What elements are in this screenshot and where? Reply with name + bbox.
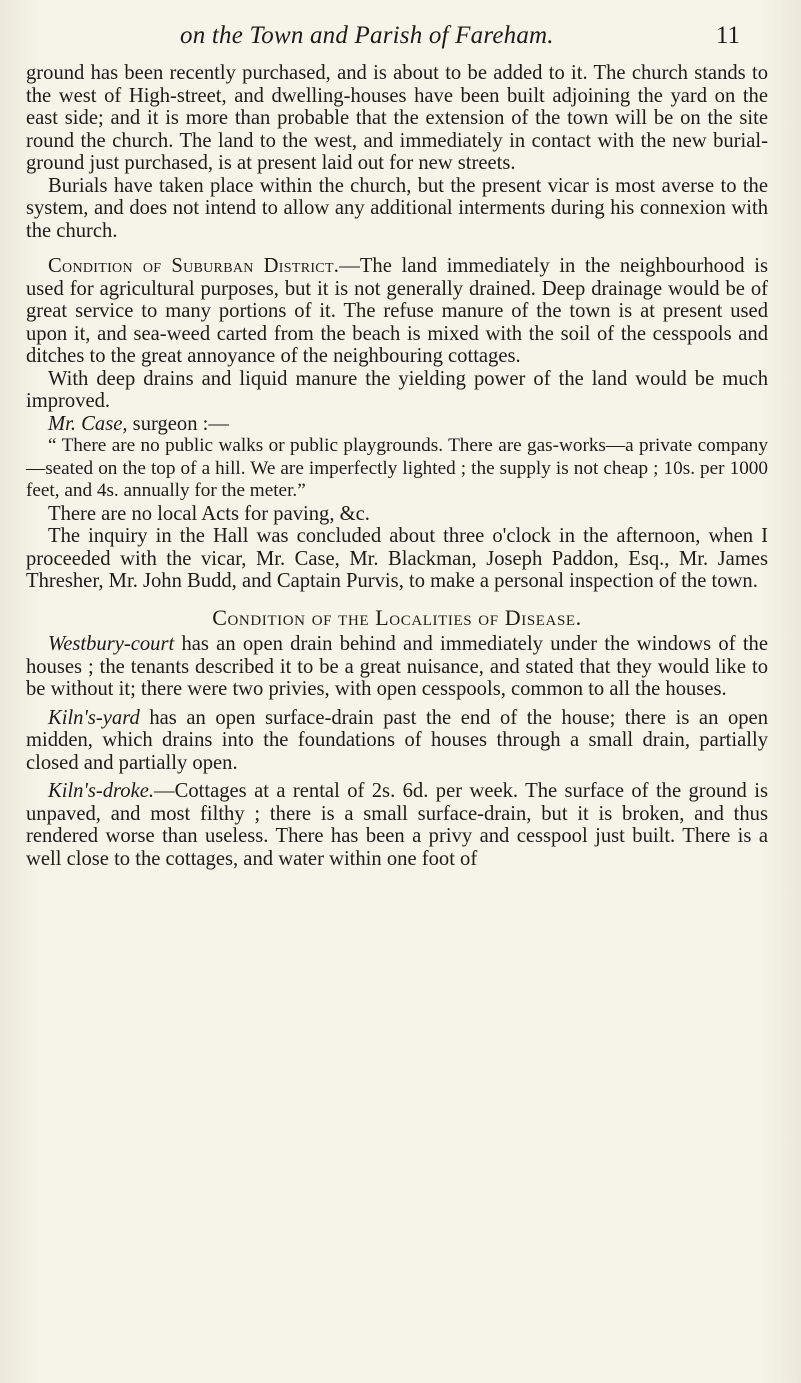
speaker-role: surgeon :— — [127, 412, 229, 435]
paragraph-burials: Burials have taken place within the church, but the present vicar is most averse to the system, and does not intend to allow any additional interments during his connexion with the church. — [26, 174, 768, 242]
paragraph-burial-ground: ground has been recently purchased, and is about to be added to it. The church stands to the west of High-street, and dwelling-houses have been built adjoining the yard on the east side; and it is more than probable that the extension of the town will be on the site round the church. The land to the west, and immediately in contact with the new burial-ground just purchased, is at present laid out for new streets. — [26, 62, 768, 174]
section-heading-localities: Condition of the Localities of Disease. — [212, 604, 582, 630]
paragraph-westbury-court — [26, 633, 768, 701]
paragraph-suburban-district — [26, 255, 768, 368]
paragraph-mr-case — [26, 413, 768, 436]
place-name-kilns-yard: Kiln's-yard — [48, 706, 140, 729]
page-body — [26, 62, 768, 870]
paragraph-inquiry: The inquiry in the Hall was concluded about three o'clock in the afternoon, when I proceeded with the vicar, Mr. Case, Mr. Blackman, Joseph Paddon, Esq., Mr. James Thresher, Mr. John Budd, and Captain Purvis, to make a personal inspection of the town. — [26, 525, 768, 592]
quotation-case: “ There are no public walks or public playgrounds. There are gas-works—a private company—seated on the top of a hill. We are imperfectly lighted ; the supply is not cheap ; 10s. per 1000 feet, and 4s. annually for the meter.” — [26, 435, 768, 501]
page-header — [180, 22, 740, 56]
kilns-droke-dash: — — [154, 780, 175, 802]
speaker-name: Mr. Case, — [48, 412, 128, 435]
running-title: on the Town and Parish of Fareham. — [180, 22, 554, 49]
paragraph-local-acts: There are no local Acts for paving, &c. — [48, 502, 370, 525]
section-dash: — — [339, 255, 360, 277]
paragraph-kilns-yard — [26, 707, 768, 775]
section-title-suburban: Condition of Suburban District. — [48, 255, 340, 277]
westbury-text: has an open drain behind and immediately under the windows of the houses ; the tenants described it to be a great nuisance, and stated that they would like to be without it; there were two privies, with open cesspools, common to all the houses. — [26, 633, 768, 700]
paragraph-kilns-droke — [26, 780, 768, 870]
place-name-westbury: Westbury-court — [48, 633, 175, 655]
kilns-droke-text: Cottages at a rental of 2s. 6d. per week. The surface of the ground is unpaved, and most filthy ; there is a small surface-drain, but it is broken, and thus rendered worse than useless. There has been a privy and cesspool just built. There is a well close to the cottages, and water within one foot of — [26, 780, 768, 870]
page-number: 11 — [715, 22, 740, 49]
place-name-kilns-droke: Kiln's-droke. — [48, 780, 155, 802]
suburban-text: The land immediately in the neighbourhood is used for agricultural purposes, but it is not generally drained. Deep drainage would be of great service to many portions of it. The refuse manure of the town is at present used upon it, and sea-weed carted from the beach is mixed with the soil of the cesspools and ditches to the great annoyance of the neighbouring cottages. — [26, 255, 768, 367]
kilns-yard-text: has an open surface-drain past the end of the house; there is an open midden, which drains into the foundations of houses through a small drain, partially closed and partially open. — [26, 706, 768, 774]
paragraph-deep-drains: With deep drains and liquid manure the yielding power of the land would be much improved. — [26, 367, 768, 412]
